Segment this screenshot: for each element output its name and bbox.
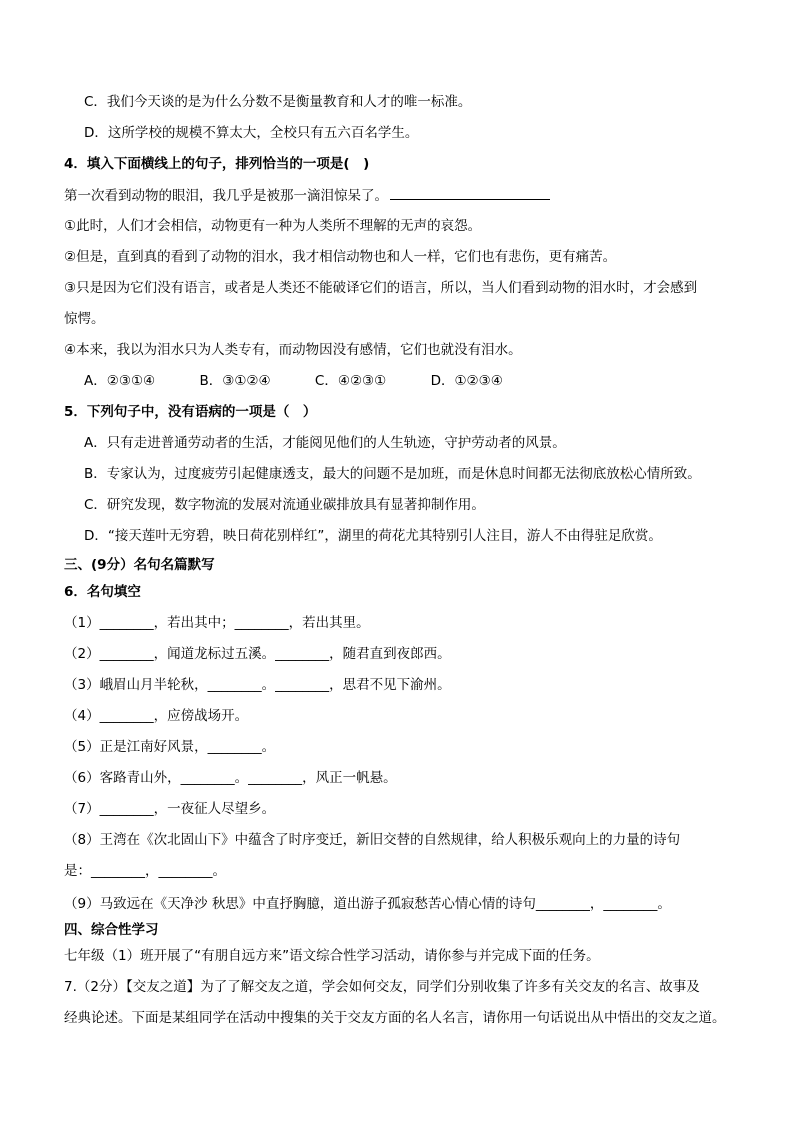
q4-option-a[interactable]: A．②③①④ xyxy=(84,373,156,389)
q5-stem: 5．下列句子中，没有语病的一项是（ ） xyxy=(64,404,317,420)
q6-item-5: （5）正是江南好风景，________。 xyxy=(64,739,276,755)
q4-sentence-1: ①此时，人们才会相信，动物更有一种为人类所不理解的无声的哀怨。 xyxy=(64,218,482,234)
section-3-heading: 三、(9分）名句名篇默写 xyxy=(64,557,215,573)
q4-intro xyxy=(64,185,550,206)
q4-option-c[interactable]: C．④②③① xyxy=(314,373,387,389)
q6-item-6: （6）客路青山外，________。________，风正一帆悬。 xyxy=(64,770,397,786)
q6-item-4: （4）________，应傍战场开。 xyxy=(64,708,249,724)
q5-option-b[interactable]: B．专家认为，过度疲劳引起健康透支，最大的问题不是加班，而是休息时间都无法彻底放松心情所致。 xyxy=(84,466,701,482)
q3-option-c: C．我们今天谈的是为什么分数不是衡量教育和人才的唯一标准。 xyxy=(84,94,472,110)
q7-stem: 7.（2分）【交友之道】为了了解交友之道，学会如何交友，同学们分别收集了许多有关交友的名言、故事及 xyxy=(64,979,700,995)
q4-options xyxy=(84,371,543,391)
q5-option-c[interactable]: C．研究发现，数字物流的发展对流通业碳排放具有显著抑制作用。 xyxy=(84,497,485,513)
q6-item-9: （9）马致远在《天净沙 秋思》中直抒胸臆，道出游子孤寂愁苦心情心情的诗句________，________。 xyxy=(64,896,671,912)
q6-item-8: （8）王湾在《次北固山下》中蕴含了时序变迁，新旧交替的自然规律，给人积极乐观向上的力量的诗句 xyxy=(64,832,681,848)
q4-intro-text: 第一次看到动物的眼泪，我几乎是被那一滴泪惊呆了。 xyxy=(64,188,388,204)
q4-stem: 4．填入下面横线上的句子，排列恰当的一项是( ) xyxy=(64,156,370,172)
q6-item-1: （1）________，若出其中；________，若出其里。 xyxy=(64,615,370,631)
q4-option-d[interactable]: D．①②③④ xyxy=(430,373,503,389)
q4-option-b[interactable]: B．③①②④ xyxy=(199,373,271,389)
q6-item-2: （2）________，闻道龙标过五溪。________，随君直到夜郎西。 xyxy=(64,646,451,662)
q4-sentence-3: ③只是因为它们没有语言，或者是人类还不能破译它们的语言，所以，当人们看到动物的泪水时，才会感到 xyxy=(64,280,698,296)
q6-title: 6．名句填空 xyxy=(64,584,141,600)
section-4-heading: 四、综合性学习 xyxy=(64,922,159,938)
q7-intro: 七年级（1）班开展了“有朋自远方来”语文综合性学习活动，请你参与并完成下面的任务。 xyxy=(64,948,600,964)
q6-item-7: （7）________，一夜征人尽望乡。 xyxy=(64,801,276,817)
q7-stem-cont: 经典论述。下面是某组同学在活动中搜集的关于交友方面的名人名言，请你用一句话说出从中悟出的交友之道。 xyxy=(64,1010,726,1026)
q5-option-a[interactable]: A．只有走进普通劳动者的生活，才能阅见他们的人生轨迹，守护劳动者的风景。 xyxy=(84,435,566,451)
q4-sentence-4: ④本来，我以为泪水只为人类专有，而动物因没有感情，它们也就没有泪水。 xyxy=(64,342,522,358)
q5-option-d[interactable]: D．“接天莲叶无穷碧，映日荷花别样红”，湖里的荷花尤其特别引人注目，游人不由得驻足欣赏。 xyxy=(84,528,662,544)
q4-sentence-3-cont: 惊愕。 xyxy=(64,311,105,327)
q3-option-d: D．这所学校的规模不算太大，全校只有五六百名学生。 xyxy=(84,125,419,141)
answer-blank[interactable] xyxy=(390,185,550,200)
q4-sentence-2: ②但是，直到真的看到了动物的泪水，我才相信动物也和人一样，它们也有悲伤，更有痛苦。 xyxy=(64,249,617,265)
q6-item-3: （3）峨眉山月半轮秋，________。________，思君不见下渝州。 xyxy=(64,677,451,693)
q6-item-8-cont: 是：________，________。 xyxy=(64,863,226,879)
